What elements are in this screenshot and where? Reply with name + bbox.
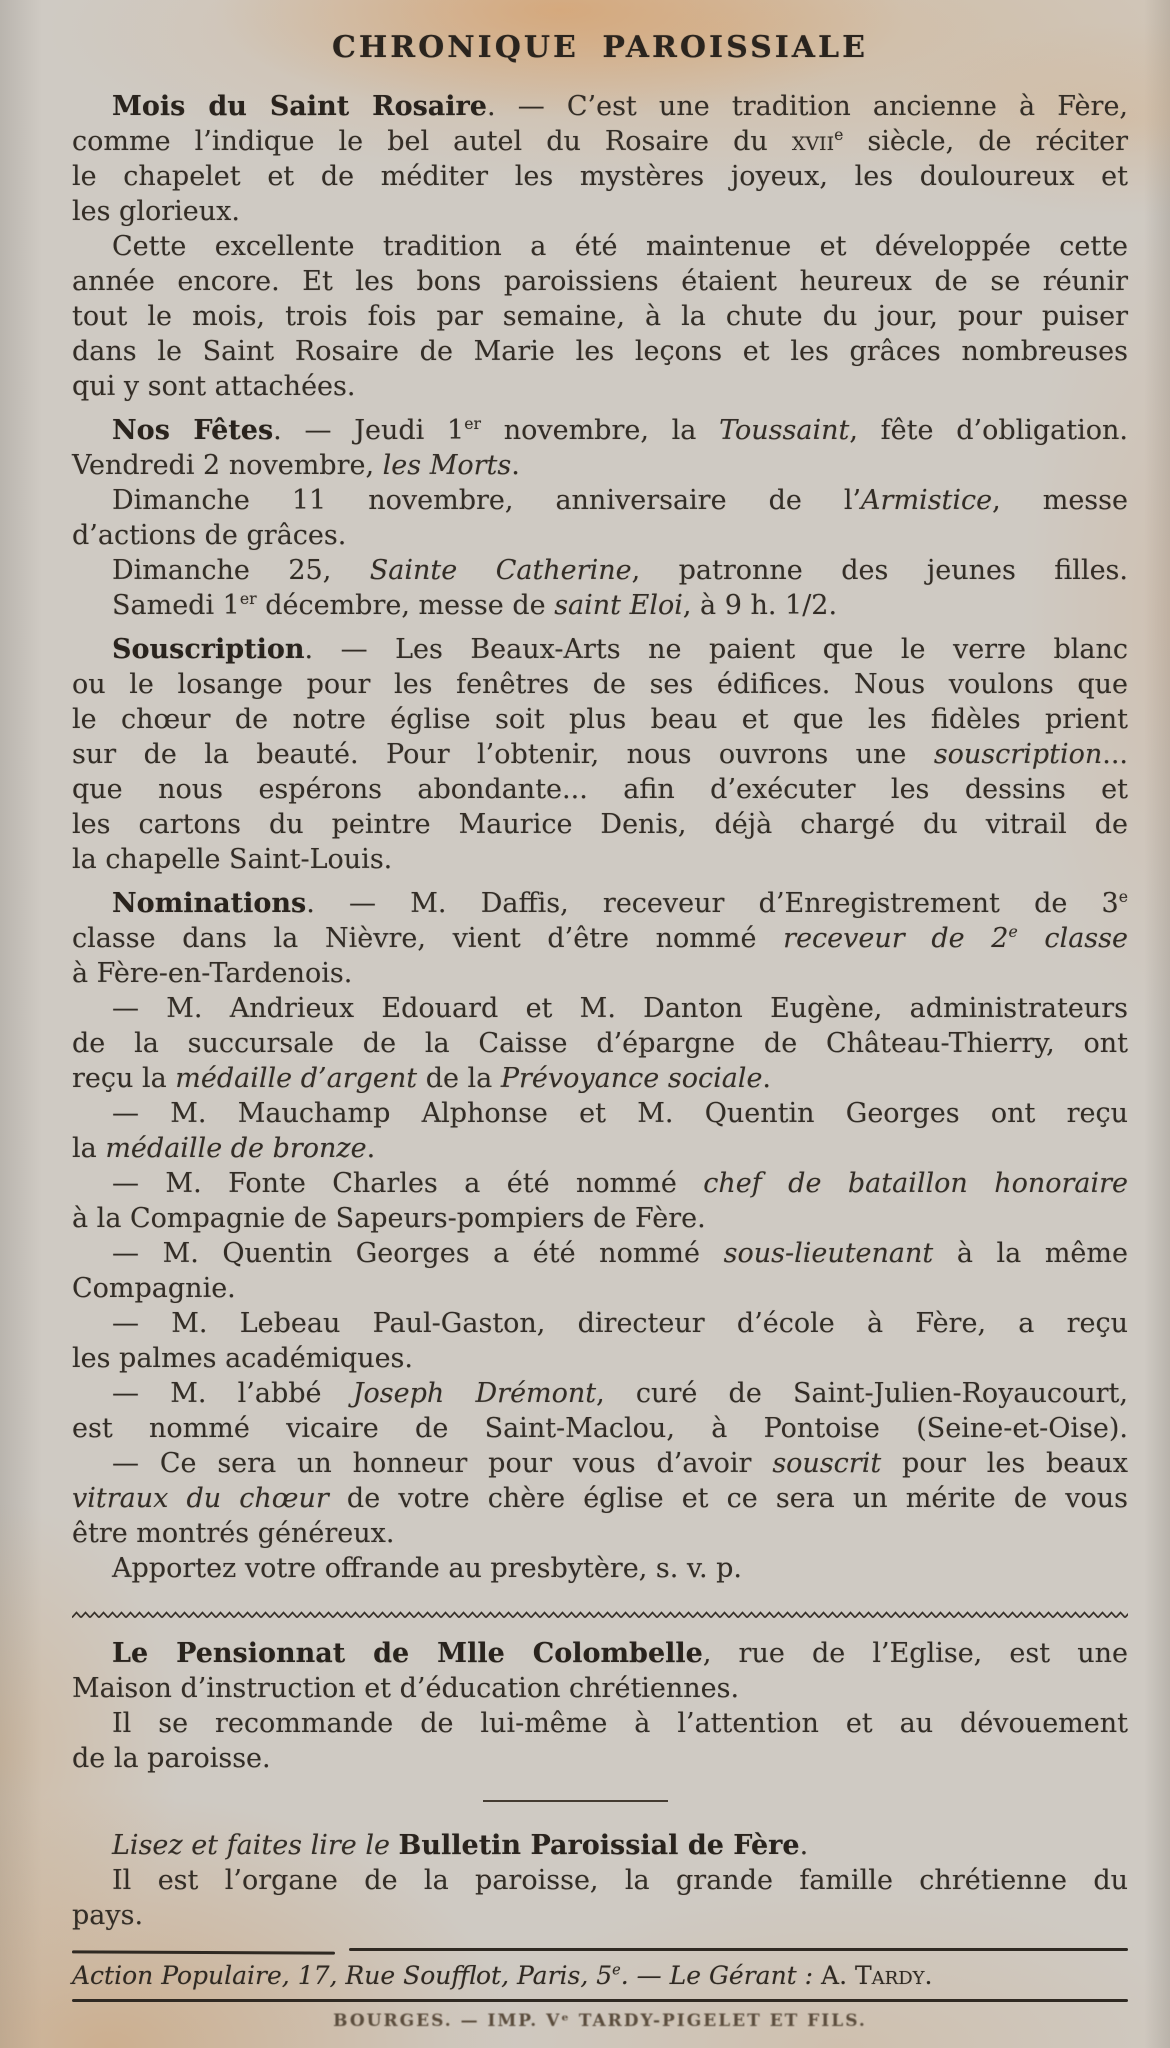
text-segment: Armistice [861, 485, 993, 516]
text-line [72, 842, 1128, 877]
paragraph [72, 1166, 1128, 1236]
text-segment: — M. l’abbé [112, 1378, 353, 1409]
text-segment: qui y sont attachées. [72, 371, 356, 402]
text-segment: — M. Quentin Georges a été nommé [112, 1238, 724, 1269]
text-segment: er [464, 414, 481, 433]
text-segment: . — Les Beaux-Arts ne paient que le verre blanc [304, 634, 1128, 665]
text-line [72, 702, 1128, 737]
text-line [72, 1446, 1128, 1481]
text-segment: reçu la [72, 1063, 176, 1094]
paragraph [72, 588, 1128, 623]
paragraph [72, 1236, 1128, 1306]
text-line [72, 737, 1128, 772]
text-segment: e [612, 1962, 621, 1979]
text-segment: . — C’est une tradition ancienne à Fère, [486, 91, 1129, 122]
section-divider [483, 1800, 668, 1802]
text-segment: — Ce sera un honneur pour vous d’avoir [112, 1448, 773, 1479]
text-segment: dans le Saint Rosaire de Marie les leçons et les grâces nombreuses [72, 336, 1128, 367]
text-segment: le chapelet et de méditer les mystères joyeux, les douloureux et [72, 161, 1128, 192]
text-segment: . [799, 1830, 809, 1861]
text-line [72, 921, 1128, 956]
text-segment: — M. Mauchamp Alphonse et M. Quentin Georges ont reçu [112, 1098, 1128, 1129]
text-segment: novembre, la [480, 415, 720, 446]
text-segment: , messe [992, 485, 1128, 516]
footer-credit-line [72, 1961, 1128, 1991]
text-line [72, 1898, 1128, 1933]
paragraph [72, 1828, 1128, 1863]
text-line [72, 886, 1128, 921]
text-segment: Action Populaire, 17, Rue Soufflot, Paris, 5 [72, 1961, 613, 1990]
text-segment: er [239, 589, 257, 608]
text-line [72, 553, 1128, 588]
text-line [72, 518, 1128, 553]
paragraph [72, 1863, 1128, 1933]
text-line [72, 1061, 1128, 1096]
text-line [72, 667, 1128, 702]
text-segment: xvii [791, 126, 835, 157]
text-segment: Lisez et faites lire le [112, 1830, 399, 1861]
text-segment: . [762, 1063, 772, 1094]
text-segment: A. T [821, 1961, 872, 1990]
text-segment: de votre chère église et ce sera un mérite de vous [328, 1483, 1128, 1514]
paragraph [72, 483, 1128, 553]
text-line [72, 772, 1128, 807]
text-segment: Dimanche 25, [112, 555, 370, 586]
paragraph [72, 229, 1128, 404]
text-segment: souscription [933, 739, 1103, 770]
text-line [72, 1863, 1128, 1898]
paragraph [72, 1096, 1128, 1166]
text-line [72, 588, 1128, 623]
text-segment: la chapelle Saint-Louis. [72, 844, 393, 875]
text-line [72, 632, 1128, 667]
text-segment: . [366, 1133, 376, 1164]
text-segment: , rue de l’Eglise, est une [702, 1638, 1128, 1669]
text-segment: décembre, messe de [256, 590, 555, 621]
text-segment: Le Pensionnat de Mlle Colombelle [112, 1638, 703, 1669]
text-segment: les Morts [382, 450, 512, 481]
text-line [72, 1411, 1128, 1446]
text-segment: les palmes académiques. [72, 1343, 413, 1374]
text-segment: . — M. Daffis, receveur d’Enregistrement de 3 [306, 888, 1119, 919]
text-line [72, 1026, 1128, 1061]
text-segment: Prévoyance sociale [500, 1063, 763, 1094]
paragraph [72, 632, 1128, 877]
text-segment: — M. Andrieux Edouard et M. Danton Eugène, administrateurs [112, 993, 1128, 1024]
text-line [72, 229, 1128, 264]
text-segment: est nommé vicaire de Saint-Maclou, à Pontoise (Seine-et-Oise). [72, 1413, 1128, 1444]
footer [72, 1948, 1128, 2031]
page-title: CHRONIQUE PAROISSIALE [331, 30, 869, 65]
text-line [72, 159, 1128, 194]
text-segment: de la paroisse. [72, 1743, 271, 1774]
text-segment: pour les beaux [881, 1448, 1128, 1479]
text-line [72, 334, 1128, 369]
text-line [72, 1671, 1128, 1706]
paragraph [72, 1376, 1128, 1446]
text-segment: Maison d’instruction et d’éducation chrétiennes. [72, 1673, 740, 1704]
text-line [72, 483, 1128, 518]
paragraph [72, 413, 1128, 483]
text-line [72, 1096, 1128, 1131]
text-segment: Vendredi 2 novembre, [72, 450, 383, 481]
text-segment: . [511, 450, 520, 481]
text-segment: souscrit [772, 1448, 882, 1479]
text-segment: à la même [933, 1238, 1128, 1269]
text-segment: année encore. Et les bons paroissiens étaient heureux de se réunir [72, 266, 1128, 297]
text-segment: à Fère-en-Tardenois. [72, 958, 353, 989]
text-line [72, 1636, 1128, 1671]
text-line [72, 448, 1128, 483]
paragraph [72, 886, 1128, 991]
paragraph [72, 1446, 1128, 1551]
text-segment: de la [417, 1063, 501, 1094]
text-segment: médaille d’argent [175, 1063, 418, 1094]
rule-segment-left [72, 1950, 335, 1954]
text-segment: , à 9 h. 1/2. [682, 590, 838, 621]
text-segment: Dimanche 11 novembre, anniversaire de l’ [112, 485, 862, 516]
text-segment: Souscription [112, 634, 305, 665]
text-segment: le chœur de notre église soit plus beau et que les fidèles prient [72, 704, 1128, 735]
text-line [72, 413, 1128, 448]
text-line [72, 1166, 1128, 1201]
text-segment: , fête d’obligation. [849, 415, 1128, 446]
text-line [72, 1341, 1128, 1376]
text-segment: , patronne des jeunes filles. [631, 555, 1128, 586]
text-line [72, 1236, 1128, 1271]
text-segment: les cartons du peintre Maurice Denis, déjà chargé du vitrail de [72, 809, 1128, 840]
paragraph [72, 1706, 1128, 1776]
text-segment: ardy [871, 1961, 925, 1990]
text-segment: classe [1017, 923, 1128, 954]
text-segment: pays. [72, 1900, 144, 1931]
text-segment: . — Le Gérant : [620, 1961, 822, 1990]
text-line [72, 1271, 1128, 1306]
text-segment: Mois du Saint Rosaire [112, 91, 487, 122]
text-segment: saint Eloi [554, 590, 683, 621]
text-segment: Joseph Drémont [352, 1378, 597, 1409]
footer-bottom-rule [72, 1999, 1128, 2002]
text-segment: classe dans la Nièvre, vient d’être nommé [72, 923, 784, 954]
paragraph [72, 89, 1128, 229]
text-line [72, 991, 1128, 1026]
paragraph [72, 1551, 1128, 1586]
text-segment: Bulletin Paroissial de Fère [398, 1830, 800, 1861]
printer-imprint: BOURGES. — IMP. Vᵉ TARDY-PIGELET ET FILS. [333, 2011, 867, 2031]
text-segment: Il se recommande de lui-même à l’attention et au dévouement [112, 1708, 1128, 1739]
text-segment: que nous espérons abondante... afin d’exécuter les dessins et [72, 774, 1128, 805]
text-segment: les glorieux. [72, 196, 240, 227]
text-segment: . [924, 1961, 933, 1990]
text-line [72, 299, 1128, 334]
text-segment: d’actions de grâces. [72, 520, 347, 551]
text-segment: e [1008, 922, 1018, 941]
text-segment: receveur de 2 [783, 923, 1009, 954]
text-segment: de la succursale de la Caisse d’épargne de Château-Thierry, ont [72, 1028, 1128, 1059]
text-segment: Sainte Catherine [369, 555, 632, 586]
text-line [72, 1201, 1128, 1236]
rule-segment-right [349, 1948, 1128, 1951]
text-segment: Nominations [112, 888, 307, 919]
text-line [72, 1131, 1128, 1166]
text-column [72, 0, 1128, 1933]
text-segment: siècle, de réciter [843, 126, 1128, 157]
text-line [72, 89, 1128, 124]
text-segment: , curé de Saint-Julien-Royaucourt, [596, 1378, 1128, 1409]
text-line [72, 1828, 1128, 1863]
zigzag-pattern [72, 1611, 1128, 1619]
paragraph [72, 1636, 1128, 1706]
text-segment: ... [1102, 739, 1128, 770]
text-segment: tout le mois, trois fois par semaine, à la chute du jour, pour puiser [72, 301, 1128, 332]
text-segment: e [1118, 887, 1128, 906]
text-segment: — M. Lebeau Paul-Gaston, directeur d’école à Fère, a reçu [112, 1308, 1128, 1339]
text-line [72, 1741, 1128, 1776]
text-line [72, 264, 1128, 299]
text-line [72, 1551, 1128, 1586]
text-line [72, 1706, 1128, 1741]
text-segment: Il est l’organe de la paroisse, la grande famille chrétienne du [112, 1865, 1128, 1896]
footer-top-rule [72, 1948, 1128, 1954]
text-line [72, 1516, 1128, 1551]
text-segment: chef de bataillon honoraire [703, 1168, 1129, 1199]
zigzag-divider [72, 1604, 1128, 1612]
text-segment: à la Compagnie de Sapeurs-pompiers de Fère. [72, 1203, 706, 1234]
text-segment: ou le losange pour les fenêtres de ses édifices. Nous voulons que [72, 669, 1128, 700]
text-line [72, 124, 1128, 159]
text-segment: médaille de bronze [105, 1133, 367, 1164]
text-line [72, 807, 1128, 842]
text-line [72, 369, 1128, 404]
text-line [72, 956, 1128, 991]
text-segment: sur de la beauté. Pour l’obtenir, nous ouvrons une [72, 739, 934, 770]
text-segment: comme l’indique le bel autel du Rosaire du [72, 126, 792, 157]
text-line [72, 194, 1128, 229]
text-segment: vitraux du chœur [72, 1483, 329, 1514]
text-segment: . — Jeudi 1 [273, 415, 465, 446]
text-line [72, 1376, 1128, 1411]
text-segment: — M. Fonte Charles a été nommé [112, 1168, 704, 1199]
paragraph [72, 1306, 1128, 1376]
text-segment: la [72, 1133, 106, 1164]
paragraph [72, 553, 1128, 588]
text-segment: Samedi 1 [112, 590, 240, 621]
text-line [72, 1481, 1128, 1516]
text-segment: Nos Fêtes [112, 415, 274, 446]
text-segment: Apportez votre offrande au presbytère, s. v. p. [112, 1553, 742, 1584]
text-segment: être montrés généreux. [72, 1518, 395, 1549]
paragraph [72, 991, 1128, 1096]
text-segment: Toussaint [719, 415, 850, 446]
text-segment: Compagnie. [72, 1273, 236, 1304]
text-segment: sous-lieutenant [723, 1238, 934, 1269]
text-segment: e [834, 125, 844, 144]
text-line [72, 1306, 1128, 1341]
text-segment: Cette excellente tradition a été maintenue et développée cette [112, 231, 1128, 262]
